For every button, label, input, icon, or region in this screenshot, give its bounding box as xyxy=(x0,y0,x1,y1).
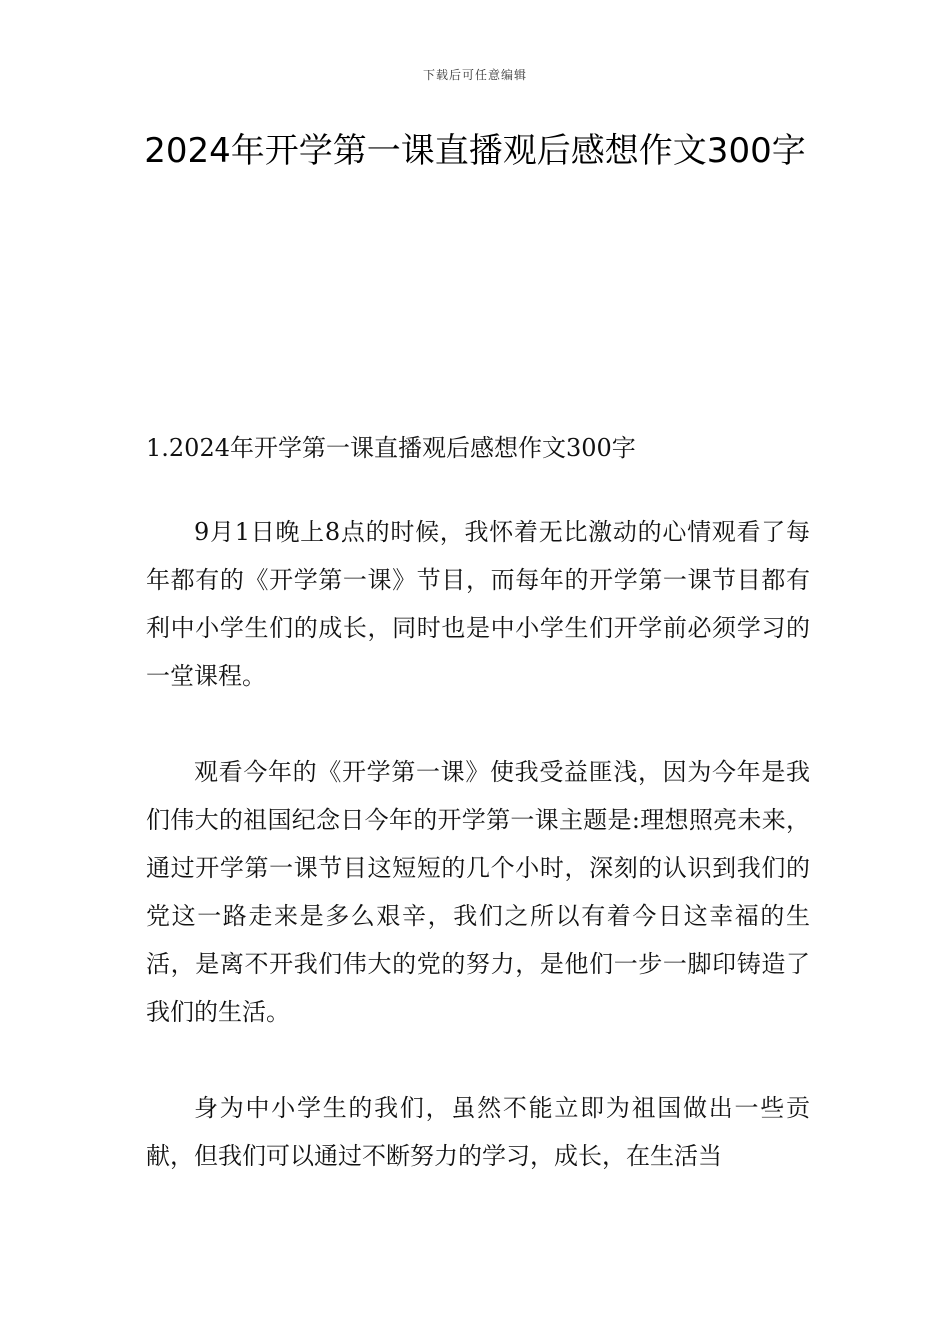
paragraph-2: 观看今年的《开学第一课》使我受益匪浅，因为今年是我们伟大的祖国纪念日今年的开学第一课主题是:理想照亮未来，通过开学第一课节目这短短的几个小时，深刻的认识到我们的党这一路走来是多么艰辛，我们之所以有着今日这幸福的生活，是离不开我们伟大的党的努力，是他们一步一脚印铸造了我们的生活。 xyxy=(146,758,810,1026)
header-note: 下载后可任意编辑 xyxy=(422,68,527,82)
document-title: 2024年开学第一课直播观后感想作文300字 xyxy=(144,131,806,171)
paragraph-3: 身为中小学生的我们，虽然不能立即为祖国做出一些贡献，但我们可以通过不断努力的学习，成长，在生活当 xyxy=(146,1094,810,1170)
document-body xyxy=(146,424,810,1228)
section-heading: 1.2024年开学第一课直播观后感想作文300字 xyxy=(146,434,636,462)
paragraph-1: 9月1日晚上8点的时候，我怀着无比激动的心情观看了每年都有的《开学第一课》节目，而每年的开学第一课节目都有利中小学生们的成长，同时也是中小学生们开学前必须学习的一堂课程。 xyxy=(146,518,810,690)
